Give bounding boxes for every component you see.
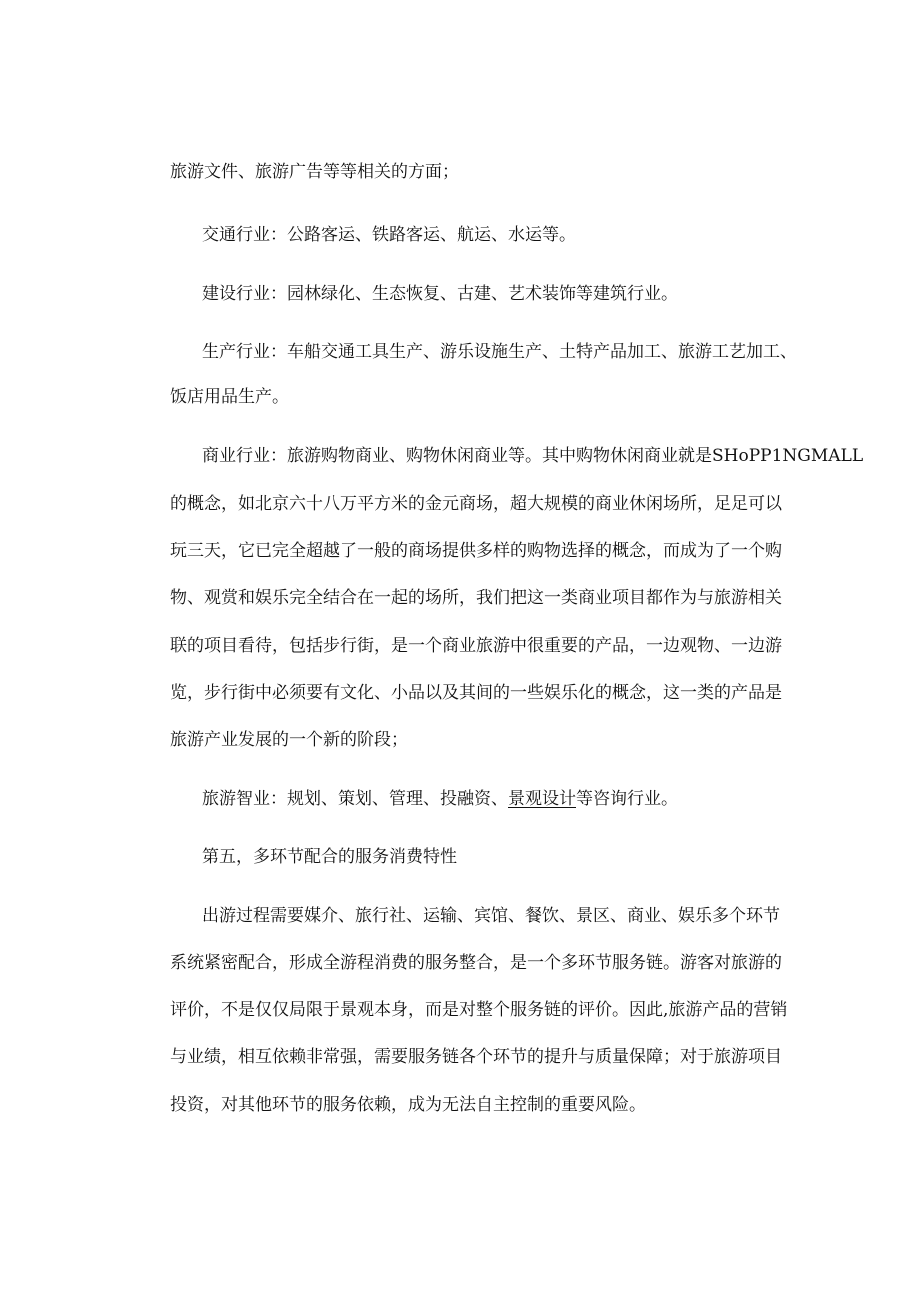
paragraph-commerce-line-5: 联的项目看待，包括步行街，是一个商业旅游中很重要的产品，一边观物、一边游 [170,636,782,656]
paragraph-production-line-1: 生产行业：车船交通工具生产、游乐设施生产、土特产品加工、旅游工艺加工、 [202,342,797,362]
paragraph-tourism-docs-line-1: 旅游文件、旅游广告等等相关的方面； [170,162,459,182]
paragraph-service-chain-line-3: 评价，不是仅仅局限于景观本身，而是对整个服务链的评价。因此,旅游产品的营销 [170,1000,788,1020]
paragraph-service-chain-line-5: 投资，对其他环节的服务依赖，成为无法自主控制的重要风险。 [170,1095,646,1115]
paragraph-construction-line-1: 建设行业：园林绿化、生态恢复、古建、艺术装饰等建筑行业。 [202,284,678,304]
paragraph-service-chain-line-4: 与业绩，相互依赖非常强，需要服务链各个环节的提升与质量保障；对于旅游项目 [170,1047,782,1067]
paragraph-commerce-line-4: 物、观赏和娱乐完全结合在一起的场所，我们把这一类商业项目都作为与旅游相关 [170,588,782,608]
paragraph-service-chain-line-2: 系统紧密配合，形成全游程消费的服务整合，是一个多环节服务链。游客对旅游的 [170,953,782,973]
paragraph-commerce-line-3: 玩三天，它已完全超越了一般的商场提供多样的购物选择的概念，而成为了一个购 [170,541,782,561]
consulting-text-before-link: 旅游智业：规划、策划、管理、投融资、 [202,789,508,809]
paragraph-commerce-line-2: 的概念，如北京六十八万平方米的金元商场，超大规模的商业休闲场所，足足可以 [170,494,782,514]
paragraph-commerce-line-1: 商业行业：旅游购物商业、购物休闲商业等。其中购物休闲商业就是SHoPP1NGMALL [202,446,864,466]
paragraph-production-line-2: 饭店用品生产。 [170,387,289,407]
consulting-text-after-link: 等咨询行业。 [576,789,678,809]
paragraph-transport-line-1: 交通行业：公路客运、铁路客运、航运、水运等。 [202,225,576,245]
paragraph-commerce-line-6: 览，步行街中必须要有文化、小品以及其间的一些娱乐化的概念，这一类的产品是 [170,683,782,703]
landscape-design-link[interactable]: 景观设计 [508,789,576,809]
paragraph-service-chain-line-1: 出游过程需要媒介、旅行社、运输、宾馆、餐饮、景区、商业、娱乐多个环节 [202,906,780,926]
paragraph-consulting-line-1 [202,787,678,811]
section-heading-fifth: 第五，多环节配合的服务消费特性 [202,847,457,867]
paragraph-commerce-line-7: 旅游产业发展的一个新的阶段； [170,730,408,750]
